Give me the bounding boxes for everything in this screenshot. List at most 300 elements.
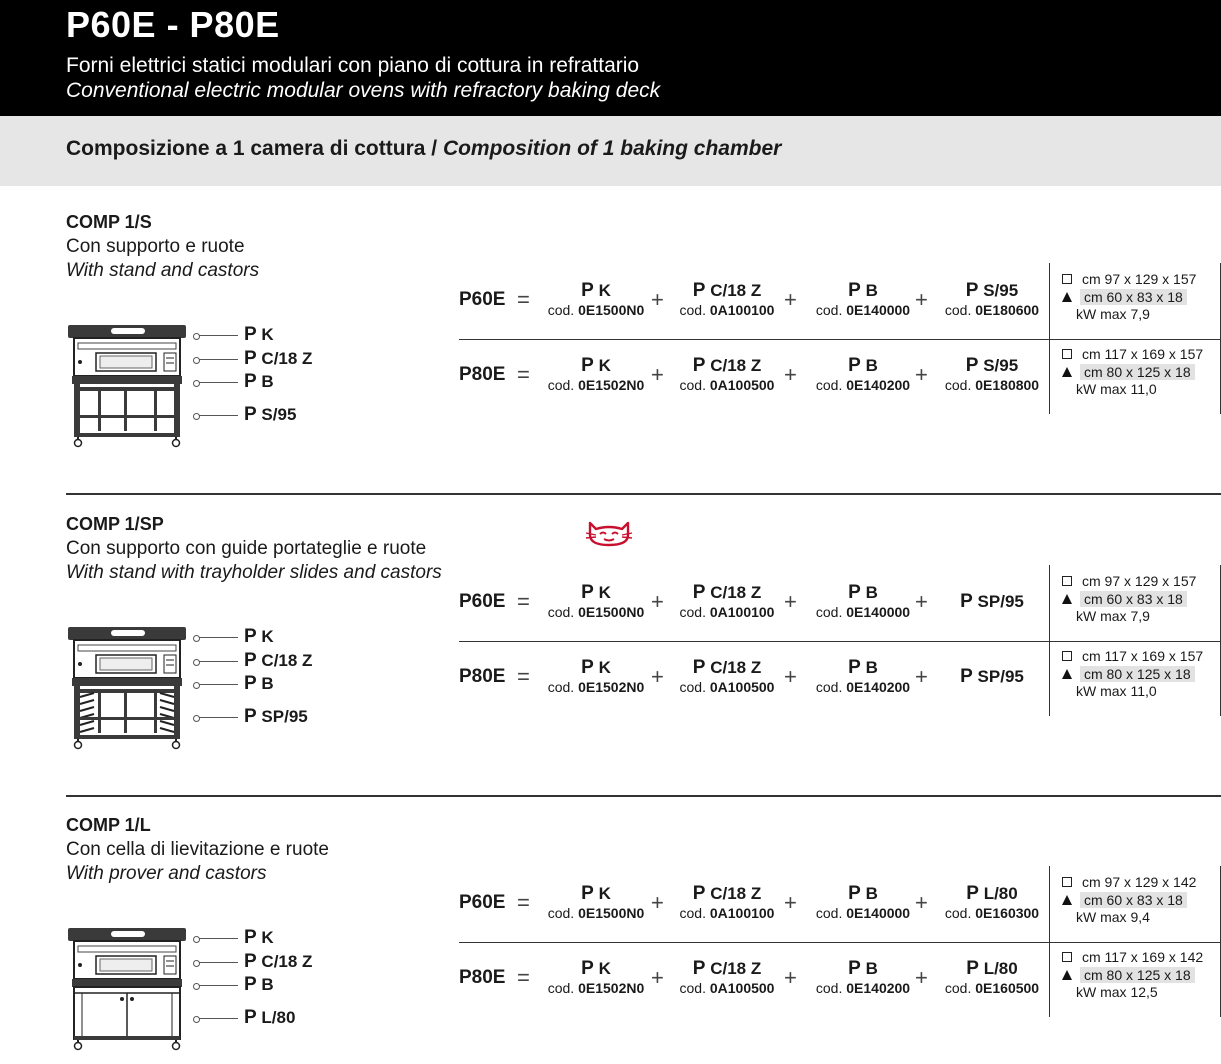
component-part [541,959,651,997]
part-suffix: K [598,658,611,677]
component-part [667,583,787,621]
composition-heading-en: Composition of 1 baking chamber [442,137,782,160]
part-code [667,376,787,394]
callout-item [196,627,274,647]
callout-leader-line [196,661,238,662]
plus-sign: + [651,287,664,312]
callout-label [244,626,274,648]
composition-heading [66,137,781,161]
callout-leader-line [196,359,238,360]
component-part [541,583,651,621]
part-name [667,884,787,904]
callout-prefix: P [244,951,257,972]
callout-prefix: P [244,974,257,995]
spec-box [1049,941,1221,1017]
callout-leader-line [196,335,238,336]
part-prefix: P [581,657,594,678]
callout-suffix: K [261,627,274,646]
callout-leader-line [196,382,238,383]
callout-suffix: B [261,975,274,994]
external-dimensions-value: cm 117 x 169 x 157 [1082,648,1204,664]
part-code-value: 0E1502N0 [578,679,645,695]
part-prefix: P [965,355,979,376]
part-code [808,376,918,394]
part-code-value: 0E180800 [975,377,1040,393]
part-suffix: SP/95 [977,667,1024,686]
cod-prefix: cod. [815,905,843,921]
baking-chamber-dimensions-value: cm 80 x 125 x 18 [1080,967,1195,983]
power-rating: kW max 11,0 [1076,381,1157,397]
component-part [808,281,918,319]
part-prefix: P [960,591,973,612]
part-prefix: P [581,355,594,376]
part-suffix: L/80 [983,884,1018,903]
row-divider [459,641,1221,642]
external-dimensions [1062,648,1203,664]
part-prefix: P [692,958,706,979]
baking-chamber-dimensions [1062,892,1187,908]
part-prefix: P [692,280,706,301]
subtitle-italian: Forni elettrici statici modulari con piano di cottura in refrattario [66,54,640,77]
plus-sign: + [651,664,664,689]
component-part [667,356,787,394]
part-prefix: P [581,958,594,979]
triangle-filled-icon [1062,895,1072,905]
callout-suffix: S/95 [261,405,297,424]
part-suffix: B [865,884,878,903]
cod-prefix: cod. [679,905,706,921]
callout-suffix: K [261,325,274,344]
part-name [937,592,1047,612]
callout-suffix: L/80 [261,1008,296,1027]
model-name: P60E [459,892,506,913]
callout-label [244,404,296,426]
part-name [808,658,918,678]
part-code-value: 0E140200 [846,980,911,996]
callout-item [196,651,312,671]
triangle-filled-icon [1062,970,1072,980]
plus-sign: + [784,287,797,312]
section-code: COMP 1/SP [66,514,164,534]
callout-label [244,324,274,346]
plus-sign: + [915,287,928,312]
plus-sign: + [915,965,928,990]
part-prefix: P [960,666,973,687]
oven-illustration [66,625,188,756]
callout-label [244,951,312,973]
callout-suffix: SP/95 [261,707,308,726]
part-code-value: 0E1502N0 [578,377,645,393]
component-part [541,281,651,319]
part-code [808,301,918,319]
part-suffix: S/95 [983,281,1019,300]
callout-item [196,1008,295,1028]
model-name: P80E [459,666,506,687]
baking-chamber-dimensions-value: cm 80 x 125 x 18 [1080,364,1195,380]
external-dimensions [1062,271,1196,287]
part-suffix: L/80 [983,959,1018,978]
section-separator [66,493,1221,495]
cod-prefix: cod. [679,679,706,695]
part-suffix: C/18 Z [710,583,762,602]
square-outline-icon [1062,576,1072,586]
baking-chamber-dimensions [1062,591,1187,607]
callout-label [244,706,308,728]
part-code [541,678,651,696]
part-prefix: P [692,657,706,678]
plus-sign: + [651,890,664,915]
power-rating: kW max 12,5 [1076,984,1158,1000]
callout-label [244,974,274,996]
callout-prefix: P [244,348,257,369]
part-code-value: 0E160300 [975,905,1040,921]
part-code-value: 0E1502N0 [578,980,645,996]
part-code-value: 0E140200 [846,377,911,393]
callout-prefix: P [244,371,257,392]
plus-sign: + [915,664,928,689]
part-suffix: SP/95 [977,592,1024,611]
part-code-value: 0A100500 [709,980,775,996]
section-separator [66,795,1221,797]
page-title: P60E - P80E [66,4,280,45]
part-code [667,301,787,319]
callout-suffix: C/18 Z [261,651,313,670]
model-row [459,263,1221,339]
component-part [808,356,918,394]
cod-prefix: cod. [815,679,843,695]
callout-leader-line [196,415,238,416]
composition-section [0,507,1221,807]
callout-leader-line [196,962,238,963]
plus-sign: + [651,362,664,387]
section-desc-en: With stand and castors [66,260,260,281]
spec-box [1049,866,1221,942]
part-code-value: 0A100100 [709,905,775,921]
component-part [808,658,918,696]
model-name: P60E [459,591,506,612]
callout-label [244,650,312,672]
external-dimensions [1062,346,1203,362]
callout-leader-line [196,717,238,718]
part-name [937,356,1047,376]
part-prefix: P [848,582,861,603]
square-outline-icon [1062,952,1072,962]
component-part [937,592,1047,612]
part-code-value: 0E1500N0 [578,604,645,620]
model-name: P80E [459,967,506,988]
part-suffix: S/95 [983,356,1019,375]
component-part [937,959,1047,997]
equals-sign: = [517,287,530,312]
equals-sign: = [517,965,530,990]
callout-prefix: P [244,706,257,727]
part-code [541,376,651,394]
part-code [937,979,1047,997]
plus-sign: + [915,362,928,387]
component-part [808,583,918,621]
part-suffix: K [598,959,611,978]
part-prefix: P [965,280,979,301]
spec-box [1049,565,1221,641]
cod-prefix: cod. [815,980,843,996]
external-dimensions-value: cm 97 x 129 x 142 [1082,874,1197,890]
spec-box [1049,263,1221,339]
part-name [808,959,918,979]
callout-suffix: C/18 Z [261,349,313,368]
external-dimensions-value: cm 117 x 169 x 157 [1082,346,1204,362]
plus-sign: + [784,664,797,689]
cod-prefix: cod. [815,302,843,318]
composition-section [0,808,1221,1064]
model-row [459,338,1221,414]
oven-illustration [66,323,188,454]
callout-suffix: B [261,372,274,391]
cod-prefix: cod. [547,302,575,318]
part-name [541,583,651,603]
external-dimensions [1062,949,1203,965]
subtitle-english: Conventional electric modular ovens with refractory baking deck [66,79,661,102]
part-prefix: P [966,883,979,904]
part-prefix: P [848,657,861,678]
triangle-filled-icon [1062,669,1072,679]
part-name [937,959,1047,979]
callout-label [244,1007,295,1029]
callout-label [244,348,312,370]
part-name [667,281,787,301]
part-suffix: C/18 Z [710,658,762,677]
part-name [808,884,918,904]
callout-leader-line [196,938,238,939]
part-name [937,884,1047,904]
callout-leader-line [196,684,238,685]
cod-prefix: cod. [547,604,575,620]
part-code-value: 0E140000 [846,905,911,921]
part-name [808,281,918,301]
part-code [937,301,1047,319]
part-code-value: 0E1500N0 [578,302,645,318]
callout-leader-line [196,637,238,638]
callout-suffix: K [261,928,274,947]
callout-item [196,707,308,727]
plus-sign: + [784,589,797,614]
part-prefix: P [848,355,861,376]
part-suffix: K [598,583,611,602]
external-dimensions [1062,573,1196,589]
part-code [667,979,787,997]
callout-suffix: B [261,674,274,693]
callout-prefix: P [244,650,257,671]
part-code-value: 0A100500 [709,679,775,695]
triangle-filled-icon [1062,594,1072,604]
part-suffix: B [865,658,878,677]
callout-item [196,952,312,972]
part-code [667,904,787,922]
part-name [808,583,918,603]
part-code [937,376,1047,394]
part-name [667,658,787,678]
plus-sign: + [651,589,664,614]
plus-sign: + [784,965,797,990]
part-prefix: P [848,280,861,301]
composition-band [0,116,1221,186]
component-part [667,281,787,319]
part-name [541,959,651,979]
plus-sign: + [915,589,928,614]
part-prefix: P [692,883,706,904]
part-suffix: K [598,884,611,903]
external-dimensions-value: cm 97 x 129 x 157 [1082,573,1197,589]
baking-chamber-dimensions [1062,364,1195,380]
part-prefix: P [692,355,706,376]
cod-prefix: cod. [547,679,575,695]
part-code [667,603,787,621]
page-header [0,0,1221,116]
part-prefix: P [581,582,594,603]
part-suffix: C/18 Z [710,884,762,903]
part-code [541,301,651,319]
part-code-value: 0E180600 [975,302,1040,318]
part-code-value: 0A100500 [709,377,775,393]
part-code-value: 0E140200 [846,679,911,695]
callout-suffix: C/18 Z [261,952,313,971]
part-suffix: B [865,583,878,602]
section-desc-it: Con supporto con guide portateglie e ruote [66,538,427,559]
part-suffix: C/18 Z [710,959,762,978]
part-name [667,959,787,979]
cod-prefix: cod. [944,980,972,996]
power-rating: kW max 7,9 [1076,608,1150,624]
part-suffix: C/18 Z [710,281,762,300]
part-name [541,356,651,376]
part-code [808,678,918,696]
triangle-filled-icon [1062,367,1072,377]
part-prefix: P [581,883,594,904]
baking-chamber-dimensions-value: cm 60 x 83 x 18 [1080,591,1187,607]
component-part [937,667,1047,687]
row-divider [459,339,1221,340]
part-code [541,979,651,997]
external-dimensions [1062,874,1196,890]
callout-leader-line [196,1018,238,1019]
cod-prefix: cod. [815,604,843,620]
external-dimensions-value: cm 97 x 129 x 157 [1082,271,1197,287]
part-prefix: P [581,280,594,301]
baking-chamber-dimensions [1062,289,1187,305]
component-part [541,356,651,394]
part-name [541,281,651,301]
cod-prefix: cod. [547,905,575,921]
section-desc-it: Con supporto e ruote [66,236,245,257]
square-outline-icon [1062,877,1072,887]
cod-prefix: cod. [679,980,706,996]
plus-sign: + [784,362,797,387]
callout-item [196,325,274,345]
oven-illustration [66,926,188,1057]
component-part [937,356,1047,394]
callout-label [244,673,274,695]
part-suffix: K [598,356,611,375]
part-code-value: 0E140000 [846,604,911,620]
composition-section [0,205,1221,505]
model-row [459,640,1221,716]
equals-sign: = [517,362,530,387]
component-part [808,959,918,997]
component-part [937,281,1047,319]
part-name [541,658,651,678]
baking-chamber-dimensions-value: cm 60 x 83 x 18 [1080,892,1187,908]
component-part [808,884,918,922]
part-code-value: 0E140000 [846,302,911,318]
part-name [667,583,787,603]
part-code [808,904,918,922]
baking-chamber-dimensions [1062,967,1195,983]
cod-prefix: cod. [815,377,843,393]
composition-heading-it: Composizione a 1 camera di cottura / [66,137,443,160]
component-part [937,884,1047,922]
callout-item [196,349,312,369]
plus-sign: + [784,890,797,915]
part-code [808,979,918,997]
component-part [667,658,787,696]
cod-prefix: cod. [547,980,575,996]
part-prefix: P [848,958,861,979]
plus-sign: + [915,890,928,915]
part-suffix: B [865,281,878,300]
equals-sign: = [517,890,530,915]
equals-sign: = [517,664,530,689]
model-row [459,565,1221,641]
spec-box [1049,338,1221,414]
callout-label [244,371,274,393]
cod-prefix: cod. [547,377,575,393]
square-outline-icon [1062,349,1072,359]
part-suffix: K [598,281,611,300]
part-suffix: C/18 Z [710,356,762,375]
callout-prefix: P [244,324,257,345]
power-rating: kW max 7,9 [1076,306,1150,322]
plus-sign: + [651,965,664,990]
callout-item [196,405,296,425]
part-code [541,603,651,621]
part-prefix: P [692,582,706,603]
part-code [808,603,918,621]
callout-label [244,927,274,949]
model-row [459,941,1221,1017]
callout-prefix: P [244,626,257,647]
part-code-value: 0E1500N0 [578,905,645,921]
component-part [541,884,651,922]
part-code-value: 0E160500 [975,980,1040,996]
cod-prefix: cod. [944,302,972,318]
section-code: COMP 1/L [66,815,151,835]
square-outline-icon [1062,274,1072,284]
component-part [667,884,787,922]
equals-sign: = [517,589,530,614]
part-name [667,356,787,376]
part-suffix: B [865,356,878,375]
callout-item [196,928,274,948]
part-name [937,281,1047,301]
callout-item [196,975,274,995]
section-desc-it: Con cella di lievitazione e ruote [66,839,329,860]
cod-prefix: cod. [944,905,972,921]
model-name: P60E [459,289,506,310]
section-code: COMP 1/S [66,212,152,232]
callout-leader-line [196,985,238,986]
spec-box [1049,640,1221,716]
part-name [937,667,1047,687]
triangle-filled-icon [1062,292,1072,302]
